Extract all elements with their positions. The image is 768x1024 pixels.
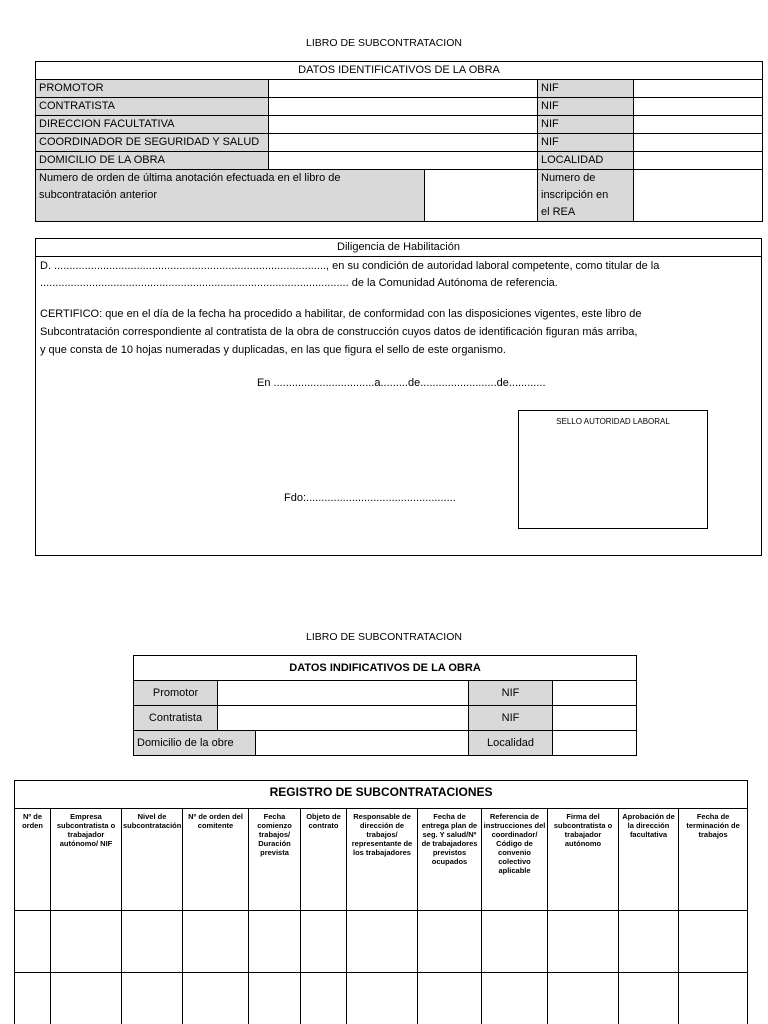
fdo-line: Fdo:................................................. [284,492,456,504]
table-cell[interactable] [15,973,51,1024]
col-header-fecha-comienzo: Fecha comienzo trabajos/ Duración prevista [249,809,301,911]
table-cell[interactable] [51,973,122,1024]
domicilio-summary-field[interactable] [256,731,469,756]
promotor-label: PROMOTOR [36,80,269,98]
sello-label: SELLO AUTORIDAD LABORAL [556,417,670,426]
section1-title: LIBRO DE SUBCONTRATACION [306,37,462,49]
ultima-anotacion-field[interactable] [425,170,538,222]
col-header-n-orden: Nº de orden [15,809,51,911]
certifico-line2: Subcontratación correspondiente al contratista de la obra de construcción cuyos datos de identificación figuran más arriba, [40,326,638,338]
table-cell[interactable] [482,973,548,1024]
direccion-nif-field[interactable] [634,116,763,134]
rea-label-line1: Numero de [541,172,596,184]
contratista-field[interactable] [269,98,538,116]
diligencia-box [35,238,762,556]
col-header-responsable: Responsable de dirección de trabajos/ representante de los trabajadores [347,809,418,911]
col-header-referencia: Referencia de instrucciones del coordinador/ Código de convenio colectivo aplicable [482,809,548,911]
section3-title: LIBRO DE SUBCONTRATACION [306,631,462,643]
promotor-field[interactable] [269,80,538,98]
domicilio-field[interactable] [269,152,538,170]
table-cell[interactable] [183,911,249,973]
domicilio-label: DOMICILIO DE LA OBRA [36,152,269,170]
table-cell[interactable] [679,911,748,973]
contratista-label: CONTRATISTA [36,98,269,116]
col-header-nivel: Nivel de subcontratación [122,809,183,911]
contratista-summary-nif-label: NIF [469,706,553,731]
col-header-fecha-entrega: Fecha de entrega plan de seg. Y salud/Nº de trabajadores previstos ocupados [418,809,482,911]
certifico-line3: y que consta de 10 hojas numeradas y duplicadas, en las que figura el sello de este organismo. [40,344,506,356]
promotor-summary-label: Promotor [134,681,218,706]
table-cell[interactable] [619,973,679,1024]
coordinador-field[interactable] [269,134,538,152]
direccion-field[interactable] [269,116,538,134]
contratista-nif-field[interactable] [634,98,763,116]
rea-label-line2: inscripción en [541,189,609,201]
promotor-summary-field[interactable] [218,681,469,706]
localidad-label: LOCALIDAD [538,152,634,170]
obra-data-table [35,61,763,222]
table-cell[interactable] [301,973,347,1024]
coordinador-nif-field[interactable] [634,134,763,152]
table-cell[interactable] [548,911,619,973]
col-header-objeto: Objeto de contrato [301,809,347,911]
rea-field[interactable] [634,170,763,222]
ultima-anotacion-label [36,170,425,222]
sello-box [518,410,708,529]
contratista-summary-label: Contratista [134,706,218,731]
coordinador-nif-label: NIF [538,134,634,152]
table-cell[interactable] [301,911,347,973]
localidad-summary-field[interactable] [553,731,637,756]
ultima-anotacion-line1: Numero de orden de última anotación efectuada en el libro de [39,172,341,184]
registro-table [14,780,748,1024]
promotor-summary-nif-field[interactable] [553,681,637,706]
certifico-line1: CERTIFICO: que en el día de la fecha ha procedido a habilitar, de conformidad con las disposiciones vigentes, este libro de [40,308,642,320]
contratista-summary-field[interactable] [218,706,469,731]
table-row [15,973,748,1024]
obra-summary-table [133,655,637,756]
direccion-nif-label: NIF [538,116,634,134]
col-header-orden-comitente: Nº de orden del comitente [183,809,249,911]
direccion-label: DIRECCION FACULTATIVA [36,116,269,134]
table-cell[interactable] [679,973,748,1024]
ultima-anotacion-line2: subcontratación anterior [39,189,158,201]
table-cell[interactable] [619,911,679,973]
table-cell[interactable] [249,973,301,1024]
diligencia-line1: D. ........................................................................................., en su condición de autoridad laboral competente, como titular de la [40,260,660,272]
date-line: En .................................a.........de.........................de............ [257,377,546,389]
rea-label-line3: el REA [541,206,576,218]
contratista-summary-nif-field[interactable] [553,706,637,731]
registro-header: REGISTRO DE SUBCONTRATACIONES [15,781,748,809]
table-cell[interactable] [15,911,51,973]
table-cell[interactable] [183,973,249,1024]
table-cell[interactable] [482,911,548,973]
promotor-summary-nif-label: NIF [469,681,553,706]
diligencia-line2: ..................................................................................................... de la Comunidad Autónoma de referencia. [40,277,558,289]
table-cell[interactable] [418,911,482,973]
obra-summary-header: DATOS INDIFICATIVOS DE LA OBRA [134,656,637,681]
localidad-field[interactable] [634,152,763,170]
table-row [15,911,748,973]
table-cell[interactable] [548,973,619,1024]
contratista-nif-label: NIF [538,98,634,116]
localidad-summary-label: Localidad [469,731,553,756]
table-cell[interactable] [122,911,183,973]
table-cell[interactable] [347,973,418,1024]
domicilio-summary-label: Domicilio de la obre [134,731,256,756]
rea-label [538,170,634,222]
obra-data-header: DATOS IDENTIFICATIVOS DE LA OBRA [36,62,763,80]
table-cell[interactable] [51,911,122,973]
col-header-empresa: Empresa subcontratista o trabajador autónomo/ NIF [51,809,122,911]
table-cell[interactable] [347,911,418,973]
diligencia-header: Diligencia de Habilitación [36,239,761,257]
col-header-firma: Firma del subcontratista o trabajador autónomo [548,809,619,911]
table-cell[interactable] [249,911,301,973]
table-cell[interactable] [418,973,482,1024]
coordinador-label: COORDINADOR DE SEGURIDAD Y SALUD [36,134,269,152]
table-cell[interactable] [122,973,183,1024]
col-header-fecha-terminacion: Fecha de terminación de trabajos [679,809,748,911]
promotor-nif-label: NIF [538,80,634,98]
promotor-nif-field[interactable] [634,80,763,98]
col-header-aprobacion: Aprobación de la dirección facultativa [619,809,679,911]
